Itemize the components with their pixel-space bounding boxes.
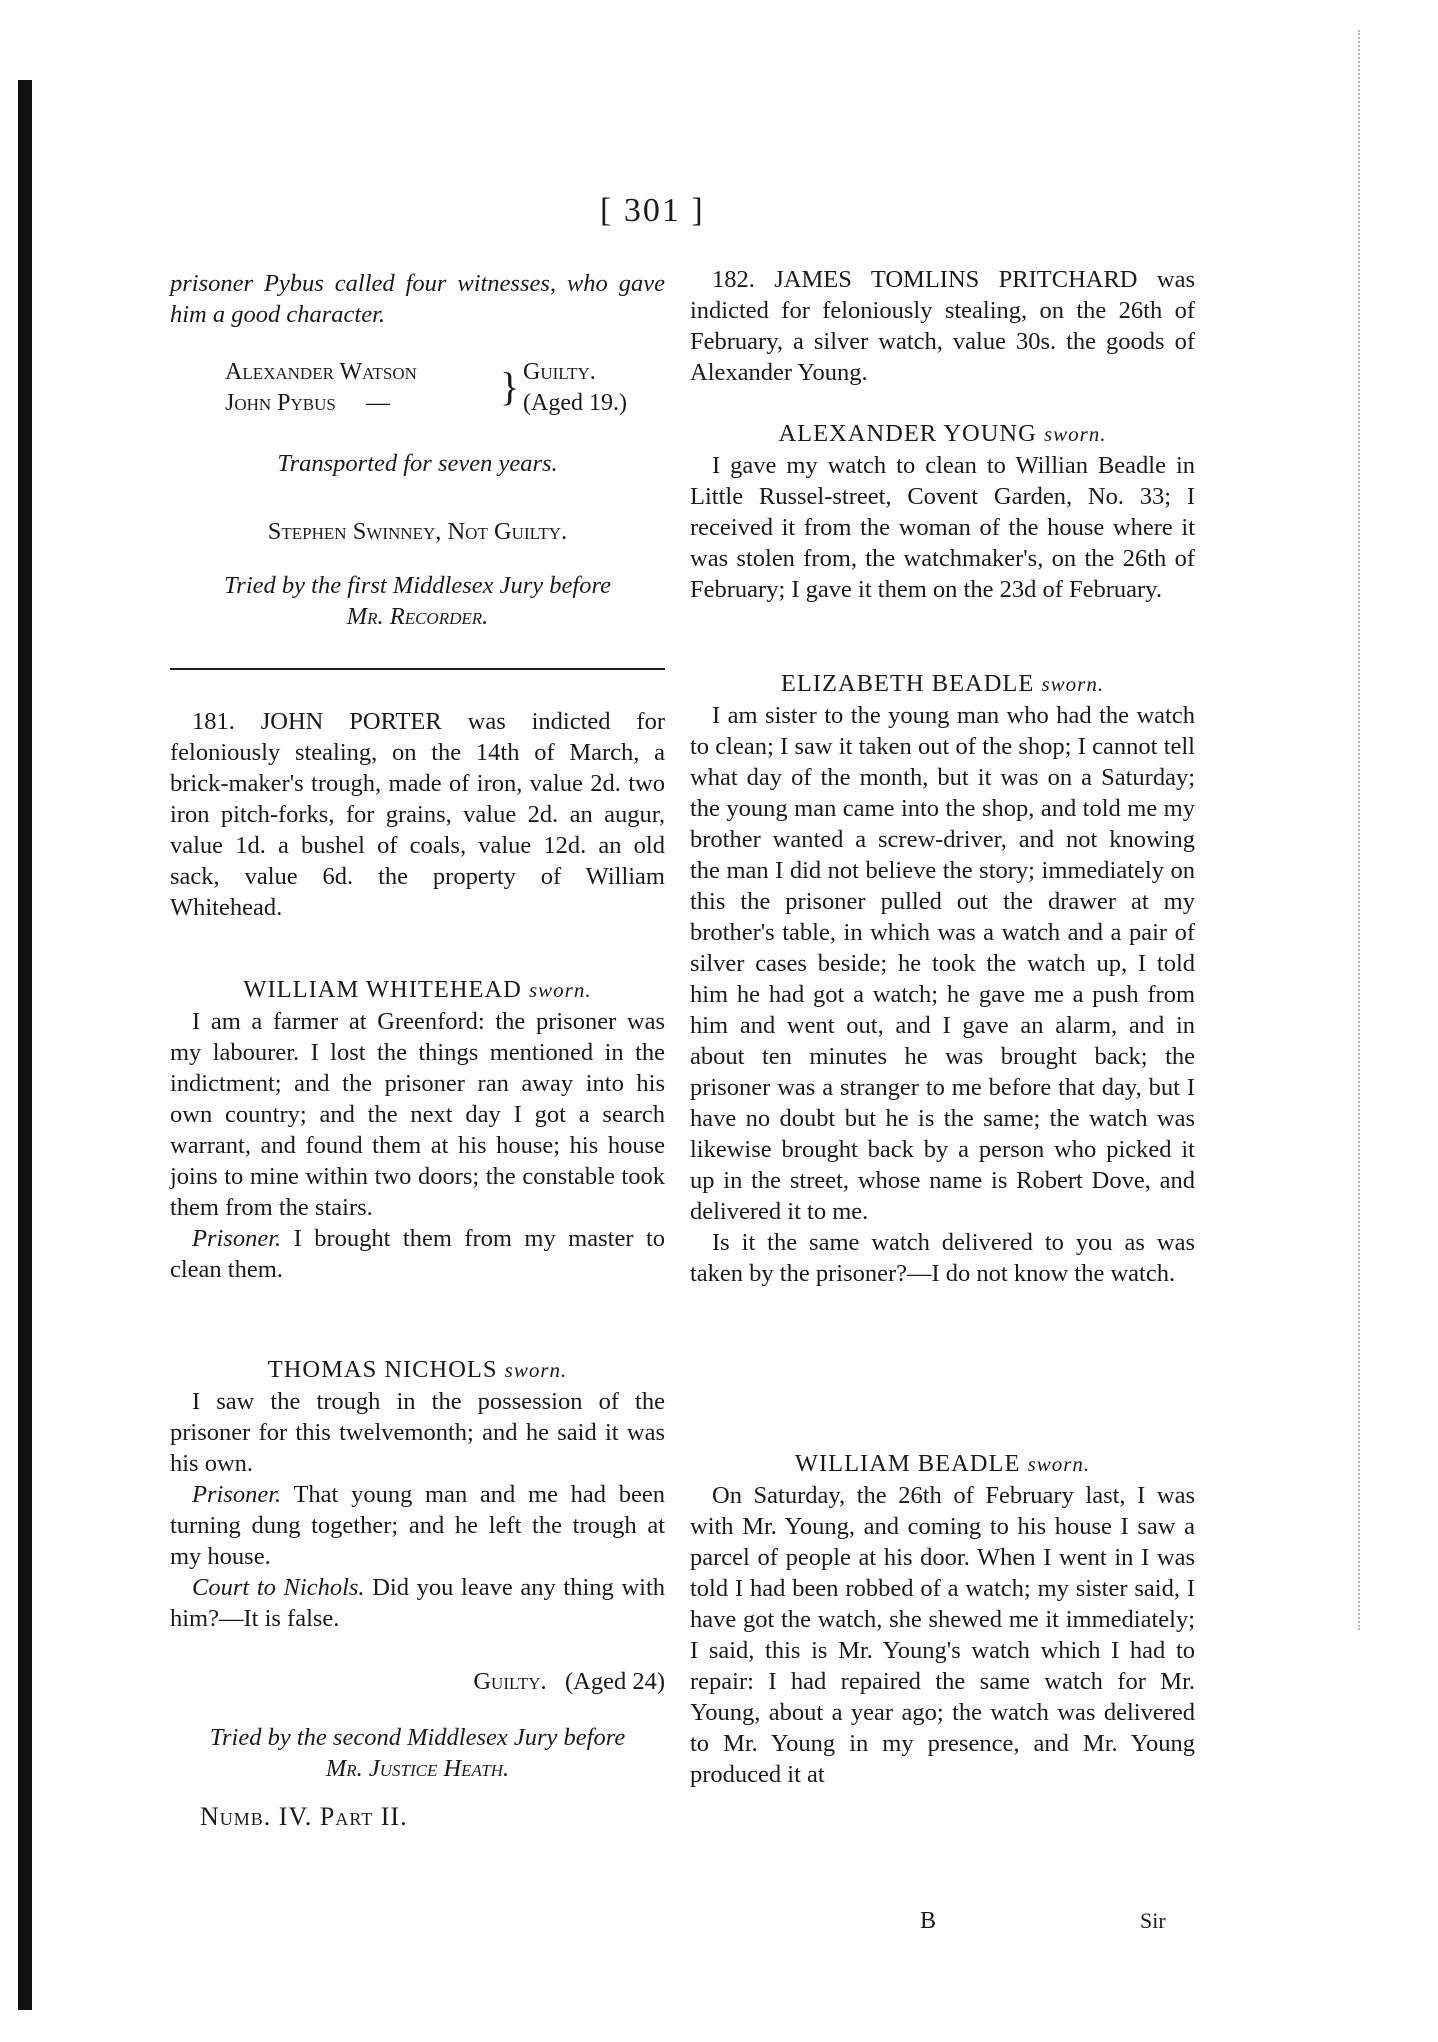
case-181-text: 181. JOHN PORTER was indicted for feloniously stealing, on the 14th of March, a brick-maker's trough, made of iron, value 2d. two iron pitch-forks, for grains, value 2d. an augur, value 1d. a bushel of coals, value 12d. an old sack, value 6d. the property of William Whitehead. xyxy=(170,708,665,921)
tried-second-line-b: Mr. Justice Heath. xyxy=(325,1755,510,1782)
witness-william-beadle xyxy=(690,1448,1195,1790)
tried-by-first xyxy=(170,570,665,632)
sworn-label: sworn. xyxy=(504,1358,568,1382)
page-edge xyxy=(1358,30,1366,1630)
witness-testimony: I am a farmer at Greenford: the prisoner was my labourer. I lost the things mentioned in the indictment; and the prisoner ran away into his own country; and the next day I got a search warrant, and found them at his house; his house joins to mine within two doors; the constable took them from the stairs. xyxy=(170,1008,665,1221)
opening-text: prisoner Pybus called four witnesses, who gave him a good character. xyxy=(170,270,665,328)
witness-heading xyxy=(690,1448,1195,1480)
witness-testimony: I saw the trough in the possession of the prisoner for this twelvemonth; and he said it was his own. xyxy=(170,1388,665,1477)
witness-young xyxy=(690,418,1195,605)
witness-nichols xyxy=(170,1354,665,1634)
verdict-result xyxy=(523,357,627,419)
footer-numb: Numb. IV. Part II. xyxy=(200,1802,408,1831)
tried-by-second xyxy=(170,1722,665,1784)
court-question xyxy=(170,1572,665,1634)
witness-heading xyxy=(170,974,665,1006)
witness-name: THOMAS NICHOLS xyxy=(267,1356,498,1383)
witness-name: ELIZABETH BEADLE xyxy=(780,670,1035,697)
witness-heading xyxy=(690,418,1195,450)
not-guilty-line: Stephen Swinney, Not Guilty. xyxy=(267,518,568,545)
witness-name: WILLIAM BEADLE xyxy=(794,1450,1021,1477)
verdict-brace: } xyxy=(500,364,520,409)
sworn-label: sworn. xyxy=(1043,422,1107,446)
prisoner-statement xyxy=(170,1479,665,1572)
section-divider xyxy=(170,668,665,670)
witness-heading xyxy=(170,1354,665,1386)
defendant-name-1: Alexander Watson xyxy=(225,359,417,385)
verdict-names xyxy=(225,357,417,419)
verdict-guilty: Guilty. xyxy=(523,359,596,385)
verdict-aged: (Aged 19.) xyxy=(523,390,627,416)
catchword: Sir xyxy=(1140,1908,1166,1933)
tried-first-line-b: Mr. Recorder. xyxy=(346,603,489,630)
prisoner-text: I brought them from my master to clean them. xyxy=(170,1225,665,1283)
tried-second-line-a: Tried by the second Middlesex Jury before xyxy=(209,1724,626,1751)
sworn-label: sworn. xyxy=(1041,672,1105,696)
prisoner-text: That young man and me had been turning dung together; and he left the trough at my house. xyxy=(170,1481,665,1570)
witness-testimony: On Saturday, the 26th of February last, I was with Mr. Young, and coming to his house I saw a parcel of people at his door. When I went in I was told I had been robbed of a watch; my sister said, I have got the watch, she shewed me it immediately; I said, this is Mr. Young's watch which I had to repair: I had repaired the same watch for Mr. Young, about a year ago; the watch was delivered to Mr. Young in my presence, and Mr. Young produced it at xyxy=(690,1482,1195,1788)
witness-name: WILLIAM WHITEHEAD xyxy=(243,976,522,1003)
defendant-dash: — xyxy=(365,390,390,416)
prisoner-label: Prisoner. xyxy=(192,1481,282,1508)
witness-elizabeth-beadle xyxy=(690,668,1195,1289)
sworn-label: sworn. xyxy=(529,978,592,1002)
prisoner-statement xyxy=(170,1223,665,1285)
tried-first-line-a: Tried by the first Middlesex Jury before xyxy=(224,572,611,599)
defendant-row-2 xyxy=(225,388,417,419)
witness-whitehead xyxy=(170,974,665,1285)
witness-heading xyxy=(690,668,1195,700)
case-181 xyxy=(170,706,665,923)
page-number: [ 301 ] xyxy=(600,192,705,229)
witness-testimony: I gave my watch to clean to Willian Beadle in Little Russel-street, Covent Garden, No. 33; I received it from the woman of the house where it was stolen from, the watchmaker's, on the 26th of February; I gave it them on the 23d of February. xyxy=(690,452,1195,603)
witness-testimony: I am sister to the young man who had the watch to clean; I saw it taken out of the shop; I cannot tell what day of the month, but it was on a Saturday; the young man came into the shop, and told me my brother wanted a screw-driver, and not knowing the man I did not believe the story; immediately on this the prisoner pulled out the drawer at my brother's table, in which was a watch and a pair of silver cases beside; he took the watch up, I told him he had got a watch; he gave me a push from him and went out, and I gave an alarm, and in about ten minutes he was brought back; the prisoner was a stranger to me before that day, but I have no doubt but he is the same; the watch was likewise brought back by a person who picked it up in the street, whose name is Robert Dove, and delivered it to me. xyxy=(690,702,1195,1225)
sentence: Transported for seven years. xyxy=(277,450,558,477)
case-182-text: 182. JAMES TOMLINS PRITCHARD was indicted for feloniously stealing, on the 26th of February, a silver watch, value 30s. the goods of Alexander Young. xyxy=(690,266,1195,386)
case-182 xyxy=(690,264,1195,388)
verdict-aged: (Aged 24) xyxy=(564,1668,665,1695)
sworn-label: sworn. xyxy=(1027,1452,1091,1476)
signature-mark: B xyxy=(920,1908,937,1934)
prisoner-label: Prisoner. xyxy=(192,1225,282,1252)
left-opening xyxy=(170,268,665,330)
witness-name: ALEXANDER YOUNG xyxy=(778,420,1037,447)
witness-question: Is it the same watch delivered to you as was taken by the prisoner?—I do not know the watch. xyxy=(690,1229,1195,1287)
court-text: Did you leave any thing with him?—It is false. xyxy=(170,1574,666,1632)
defendant-name-2: John Pybus xyxy=(225,390,336,416)
book-binding-shadow xyxy=(18,80,32,2010)
verdict-guilty: Guilty. xyxy=(473,1668,547,1695)
court-label: Court to Nichols. xyxy=(192,1574,365,1601)
verdict-2 xyxy=(170,1666,665,1697)
